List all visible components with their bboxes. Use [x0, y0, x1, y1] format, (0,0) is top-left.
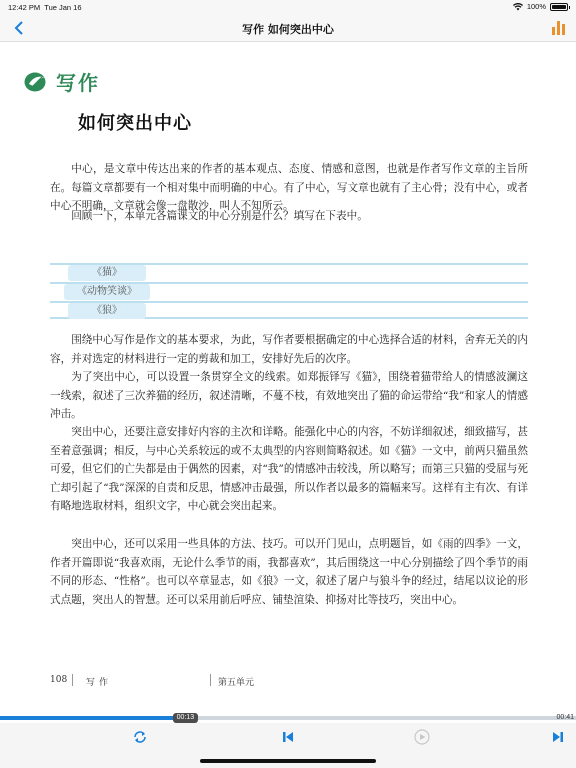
- nav-bar: [0, 14, 576, 42]
- nav-title: 写作 如何突出中心: [242, 23, 334, 36]
- paragraph-emphasis: 突出中心，还要注意安排好内容的主次和详略。能强化中心的内容，不妨详细叙述，细致描写，甚至着意强调；相反，与中心关系较远的或不太典型的内容则简略叙述。如《猫》一文中，前两只猫虽然可爱，但它们的亡失都是由于偶然的因素，对“我”的情感冲击较浅，所以略写；而第三只猫的受屈与死亡却引起了“我”深深的自责和反思，情感冲击最强，所以作者以最多的篇幅来写。这样有主有次、有详有略地选取材料，组织文字，中心就会突出起来。: [50, 426, 528, 512]
- play-icon[interactable]: [414, 729, 430, 745]
- page-number: 108: [50, 675, 68, 685]
- pen-leaf-icon: [24, 71, 50, 93]
- paragraph-review: 回顾一下，本单元各篇课文的中心分别是什么？填写在下表中。: [71, 210, 368, 222]
- footer-divider: [210, 674, 211, 686]
- section-label: 写作: [56, 71, 100, 95]
- total-time-label: 00:41: [556, 714, 574, 721]
- footer-subject: 写作: [86, 678, 113, 688]
- section-header: [24, 67, 100, 96]
- paragraph-requirement: 围绕中心写作是作文的基本要求，为此，写作者要根据确定的中心选择合适的材料，舍弃无关的内容，并对选定的材料进行一定的剪裁和加工，安排好先后的次序。: [50, 334, 528, 365]
- page-footer: [50, 675, 528, 689]
- paragraph-intro: 中心，是文章中传达出来的作者的基本观点、态度、情感和意图，也就是作者写作文章的主旨所在。每篇文章都要有一个相对集中而明确的中心。有了中心，写文章也就有了主心骨；没有中心，或者中心不明确，文章就会像一盘散沙，叫人不知所云。: [50, 163, 528, 212]
- textbook-page: [0, 43, 576, 713]
- status-right: [513, 2, 568, 11]
- table-row-label: 《动物笑谈》: [64, 284, 150, 300]
- status-bar: [0, 0, 576, 14]
- fill-in-table: [50, 263, 528, 319]
- paragraph-clue: 为了突出中心，可以设置一条贯穿全文的线索。如郑振铎写《猫》，围绕着猫带给人的情感波澜这一线索，叙述了三次养猫的经历，叙述清晰，不蔓不枝，有效地突出了猫的命运带给“我”和家人的情感冲击。: [50, 371, 528, 420]
- table-row-label: 《狼》: [68, 303, 146, 319]
- status-time: 12:42 PM Tue Jan 16: [8, 3, 82, 12]
- footer-unit: 第五单元: [218, 678, 255, 688]
- audio-progress-bar[interactable]: [0, 713, 576, 723]
- battery-icon: [550, 3, 568, 11]
- home-indicator: [200, 759, 376, 763]
- paragraph-methods: 突出中心，还可以采用一些具体的方法、技巧。可以开门见山，点明题旨，如《雨的四季》一文，作者开篇即说“我喜欢雨，无论什么季节的雨，我都喜欢”，其后围绕这一中心分别描绘了四个季节的雨不同的形态、“性格”。也可以卒章显志，如《狼》一文，叙述了屠户与狼斗争的经过，结尾以议论的形式点题，突出人的智慧。还可以采用前后呼应、铺垫渲染、抑扬对比等技巧，突出中心。: [50, 538, 528, 606]
- skip-forward-icon[interactable]: [550, 729, 566, 745]
- battery-percent: 100%: [526, 2, 546, 11]
- skip-back-icon[interactable]: [280, 729, 296, 745]
- table-row-label: 《猫》: [68, 265, 146, 281]
- lesson-title: 如何突出中心: [78, 113, 192, 134]
- progress-fill: [0, 716, 183, 720]
- footer-divider: [72, 674, 73, 686]
- current-time-label[interactable]: 00:13: [173, 713, 199, 723]
- player-controls: [0, 723, 576, 768]
- wifi-icon: [513, 3, 523, 11]
- bars-icon[interactable]: [552, 21, 566, 35]
- repeat-icon[interactable]: [132, 729, 148, 745]
